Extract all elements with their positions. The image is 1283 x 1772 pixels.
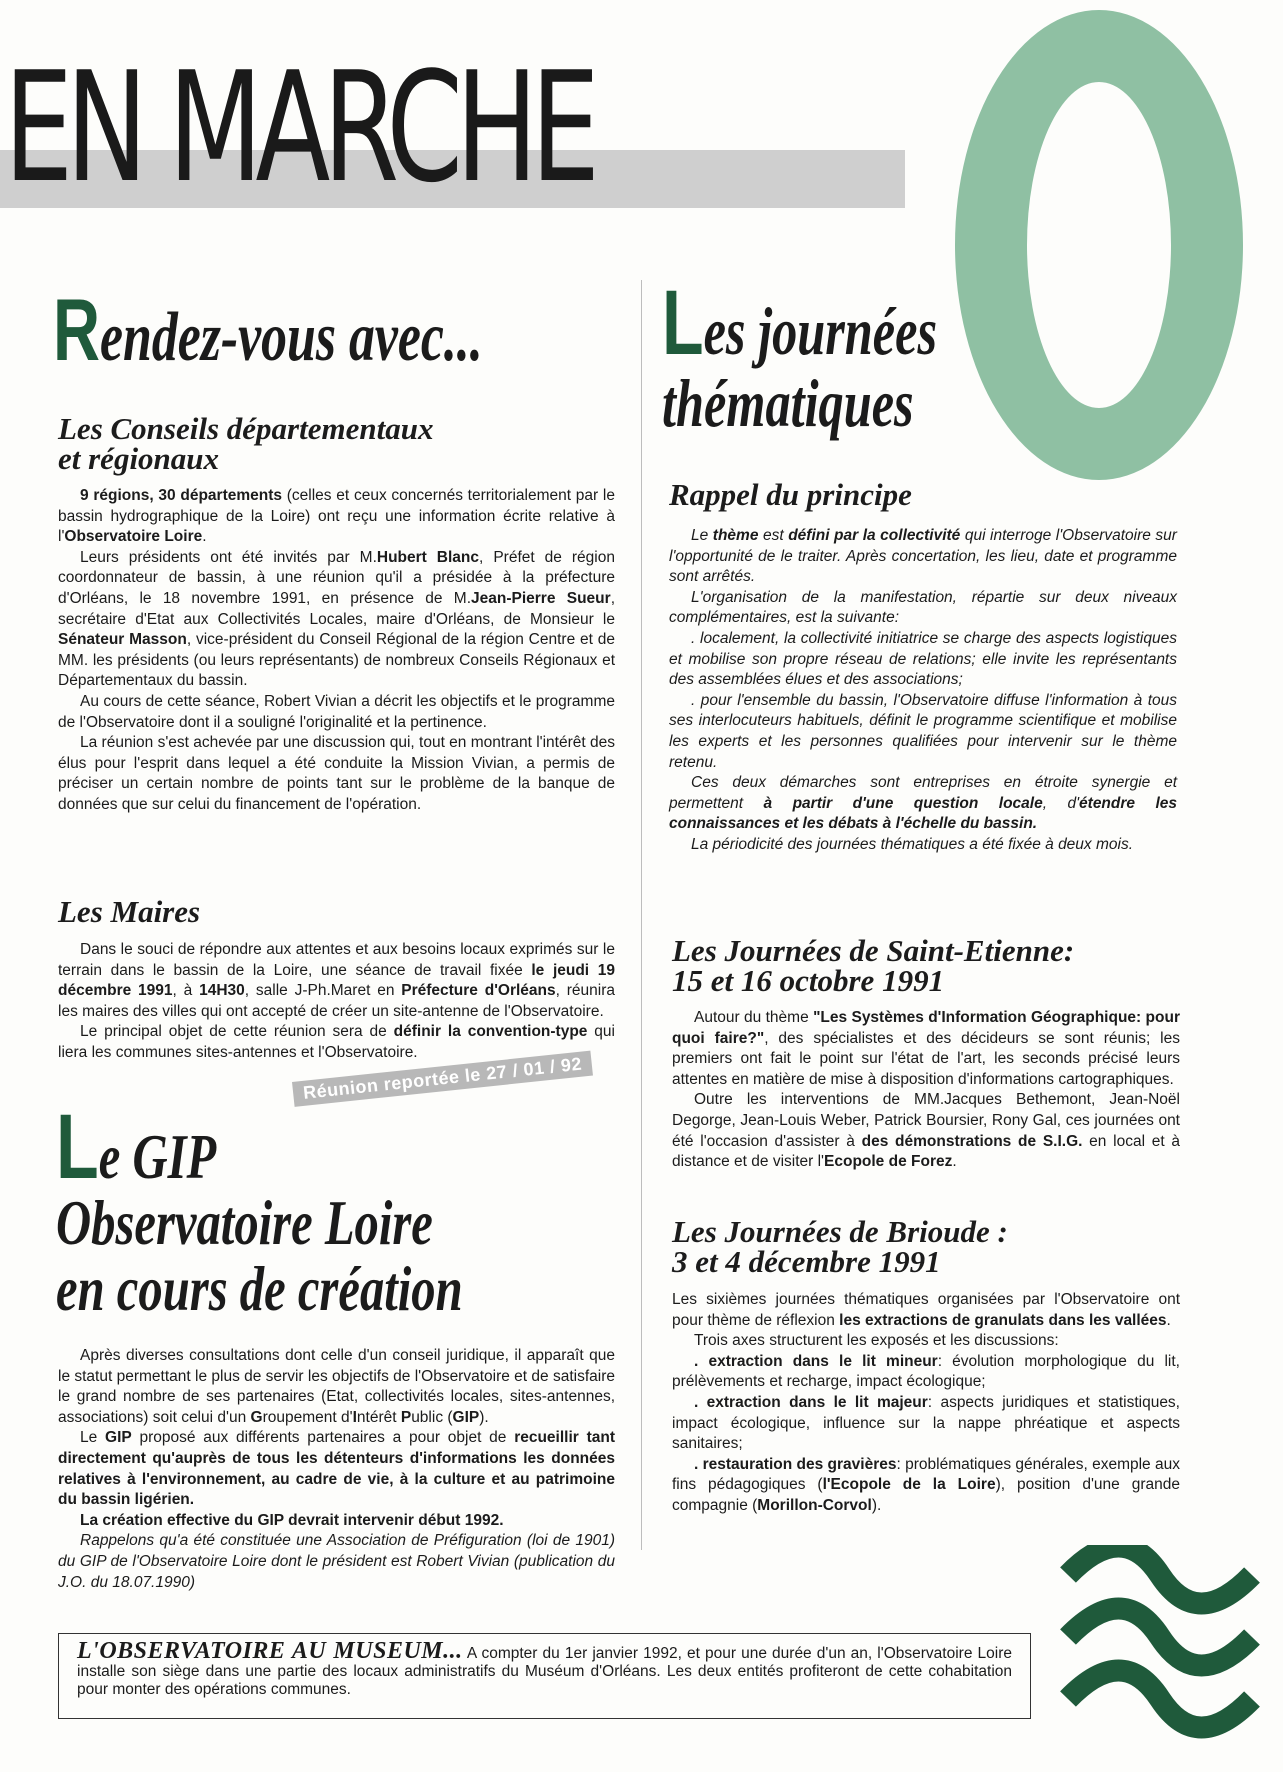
section-brioude-body [672, 1290, 1180, 1517]
paragraph: Le principal objet de cette réunion sera de définir la convention-type qui liera les communes sites-antennes et l'Observatoire. [58, 1023, 615, 1061]
footer-text: A compter du 1er janvier 1992, et pour une durée d'un an, l'Observatoire Loire installe son siège dans une partie des locaux administratifs du Muséum d'Orléans. Les deux entités profiteront de cette cohabitation pour monter des opérations communes. [77, 1645, 1012, 1698]
paragraph: La réunion s'est achevée par une discussion qui, tout en montrant l'intérêt des élus pour l'esprit dans lequel a été conduite la Mission Vivian, a permis de préciser un certain nombre de points tant sur le problème de la banque de données que sur celui du financement de l'opération. [58, 734, 615, 813]
subheading-line: 3 et 4 décembre 1991 [672, 1244, 941, 1279]
paragraph: Dans le souci de répondre aux attentes et aux besoins locaux exprimés sur le terrain dans le bassin de la Loire, une séance de travail fixée le jeudi 19 décembre 1991, à 14H30, salle J-Ph.Maret en Préfecture d'Orléans, réunira les maires des villes qui ont accepté de créer un site-antenne de l'Observatoire. [58, 941, 615, 1020]
paragraph: Après diverses consultations dont celle d'un conseil juridique, il apparaît que le statut permettant le plus de servir les objectifs de l'Observatoire et de satisfaire le grand nombre de ses partenaires (Etat, collectivités locales, sites-antennes, associations) soit celui d'un Groupement d'Intérêt Public (GIP). [58, 1347, 615, 1426]
subheading-maires: Les Maires [58, 894, 201, 929]
subheading-conseils [58, 411, 434, 476]
section-gip-body [58, 1346, 615, 1593]
heading-text: endez-vous avec... [100, 299, 483, 376]
paragraph: . localement, la collectivité initiatrice se charge des aspects logistiques et mobilise son propre réseau de relations; elle invite les représentants des assemblées élues et des associations; [669, 629, 1177, 689]
paragraph: Trois axes structurent les exposés et les discussions: [694, 1332, 1059, 1350]
paragraph: Rappelons qu'a été constituée une Association de Préfiguration (loi de 1901) du GIP de l'Observatoire Loire dont le président est Robert Vivian (publication du J.O. du 18.07.1990) [58, 1532, 615, 1591]
heading-text: e GIP [98, 1121, 217, 1192]
paragraph: Autour du thème "Les Systèmes d'Information Géographique: pour quoi faire?", des spécialistes et des décideurs se sont réunis; les premiers ont fait le point sur l'état de l'art, les seconds précisé leurs attentes en matière de mise à disposition d'informations cartographiques. [672, 1009, 1180, 1088]
paragraph: 9 régions, 30 départements (celles et ceux concernés territorialement par le bassin hydrographique de la Loire) ont reçu une information écrite relative à l'Observatoire Loire. [58, 487, 615, 546]
subheading-line: Les Journées de Saint-Etienne: [672, 933, 1075, 968]
paragraph: . restauration des gravières: problématiques générales, exemple aux fins pédagogiques (l'Ecopole de la Loire), position d'une grande compagnie (Morillon-Corvol). [672, 1455, 1180, 1514]
decorative-ring [955, 10, 1243, 480]
right-heading-journees [662, 272, 938, 441]
paragraph: Leurs présidents ont été invités par M.Hubert Blanc, Préfet de région coordonnateur de bassin, à une réunion qu'il a présidée à la préfecture d'Orléans, le 18 novembre 1991, en présence de M.Jean-Pierre Sueur, secrétaire d'Etat aux Collectivités Locales, maire d'Orléans, de Monsieur le Sénateur Masson, vice-président du Conseil Régional de la région Centre et de MM. les présidents (ou leurs représentants) de nombreux Conseils Régionaux et Départementaux du bassin. [58, 548, 615, 690]
subheading-rappel: Rappel du principe [669, 477, 912, 512]
paragraph: . extraction dans le lit majeur: aspects juridiques et statistiques, impact écologique, influence sur la nappe phréatique et aspects sanitaires; [672, 1393, 1180, 1453]
paragraph: Ces deux démarches sont entreprises en étroite synergie et permettent à partir d'une question locale, d'étendre les connaissances et les débats à l'échelle du bassin. [669, 774, 1177, 833]
left-heading-gip [56, 1096, 463, 1324]
paragraph: Les sixièmes journées thématiques organisées par l'Observatoire ont pour thème de réflexion les extractions de granulats dans les vallées. [672, 1291, 1180, 1329]
heading-line: thématiques [662, 365, 914, 441]
paragraph: Le GIP proposé aux différents partenaires a pour objet de recueillir tant directement qu'auprès de tous les détenteurs d'informations les données relatives à l'environnement, au cadre de vie, à la culture et au patrimoine du bassin ligérien. [58, 1429, 615, 1509]
column-divider [641, 280, 642, 1550]
section-rappel-body [669, 526, 1177, 856]
section-conseils-body [58, 486, 615, 816]
paragraph: Au cours de cette séance, Robert Vivian a décrit les objectifs et le programme de l'Observatoire dont il a souligné l'originalité et la pertinence. [58, 692, 615, 731]
paragraph: Le thème est défini par la collectivité qui interroge l'Observatoire sur l'opportunité de le traiter. Après concertation, les lieu, date et programme sont arrêtés. [669, 527, 1177, 586]
footer-notice [58, 1633, 1031, 1719]
section-saint-etienne-body [672, 1008, 1180, 1173]
section-maires-body [58, 940, 615, 1064]
subheading-line: et régionaux [58, 441, 220, 476]
subheading-line: 15 et 16 octobre 1991 [672, 963, 945, 998]
wave-icon [1060, 1545, 1260, 1760]
masthead-title: EN MARCHE [4, 39, 593, 216]
paragraph: La création effective du GIP devrait intervenir début 1992. [80, 1511, 504, 1529]
drop-cap-r: R [53, 280, 101, 379]
heading-line [662, 272, 938, 374]
footer-title: L'OBSERVATOIRE AU MUSEUM... [77, 1638, 463, 1664]
subheading-brioude [672, 1214, 1008, 1279]
heading-line: Observatoire Loire [56, 1187, 433, 1258]
left-heading-rendezvous [53, 280, 483, 379]
postponed-stamp: Réunion reportée le 27 / 01 / 92 [292, 1051, 593, 1107]
subheading-line: Les Journées de Brioude : [672, 1214, 1008, 1249]
heading-text: es journées [703, 293, 938, 369]
drop-cap-l: L [662, 272, 704, 374]
paragraph: La périodicité des journées thématiques a été fixée à deux mois. [691, 835, 1134, 853]
paragraph: L'organisation de la manifestation, répartie sur deux niveaux complémentaires, est la suivante: [669, 588, 1177, 627]
drop-cap-l: L [56, 1096, 99, 1198]
paragraph: . pour l'ensemble du bassin, l'Observatoire diffuse l'information à tous ses interlocuteurs habituels, définit le programme scientifique et mobilise les experts et les personnes qualifiées pour intervenir sur le thème retenu. [669, 691, 1177, 771]
paragraph: Outre les interventions de MM.Jacques Bethemont, Jean-Noël Degorge, Jean-Louis Weber, Patrick Boursier, Rony Gal, ces journées ont été l'occasion d'assister à des démonstrations de S.I.G. en local et à distance et de visiter l'Ecopole de Forez. [672, 1091, 1180, 1171]
paragraph: . extraction dans le lit mineur: évolution morphologique du lit, prélèvements et recharge, impact écologique; [672, 1352, 1180, 1391]
heading-line: en cours de création [56, 1253, 463, 1324]
subheading-saint-etienne [672, 933, 1075, 998]
heading-line [56, 1096, 463, 1198]
subheading-line: Les Conseils départementaux [58, 411, 434, 446]
